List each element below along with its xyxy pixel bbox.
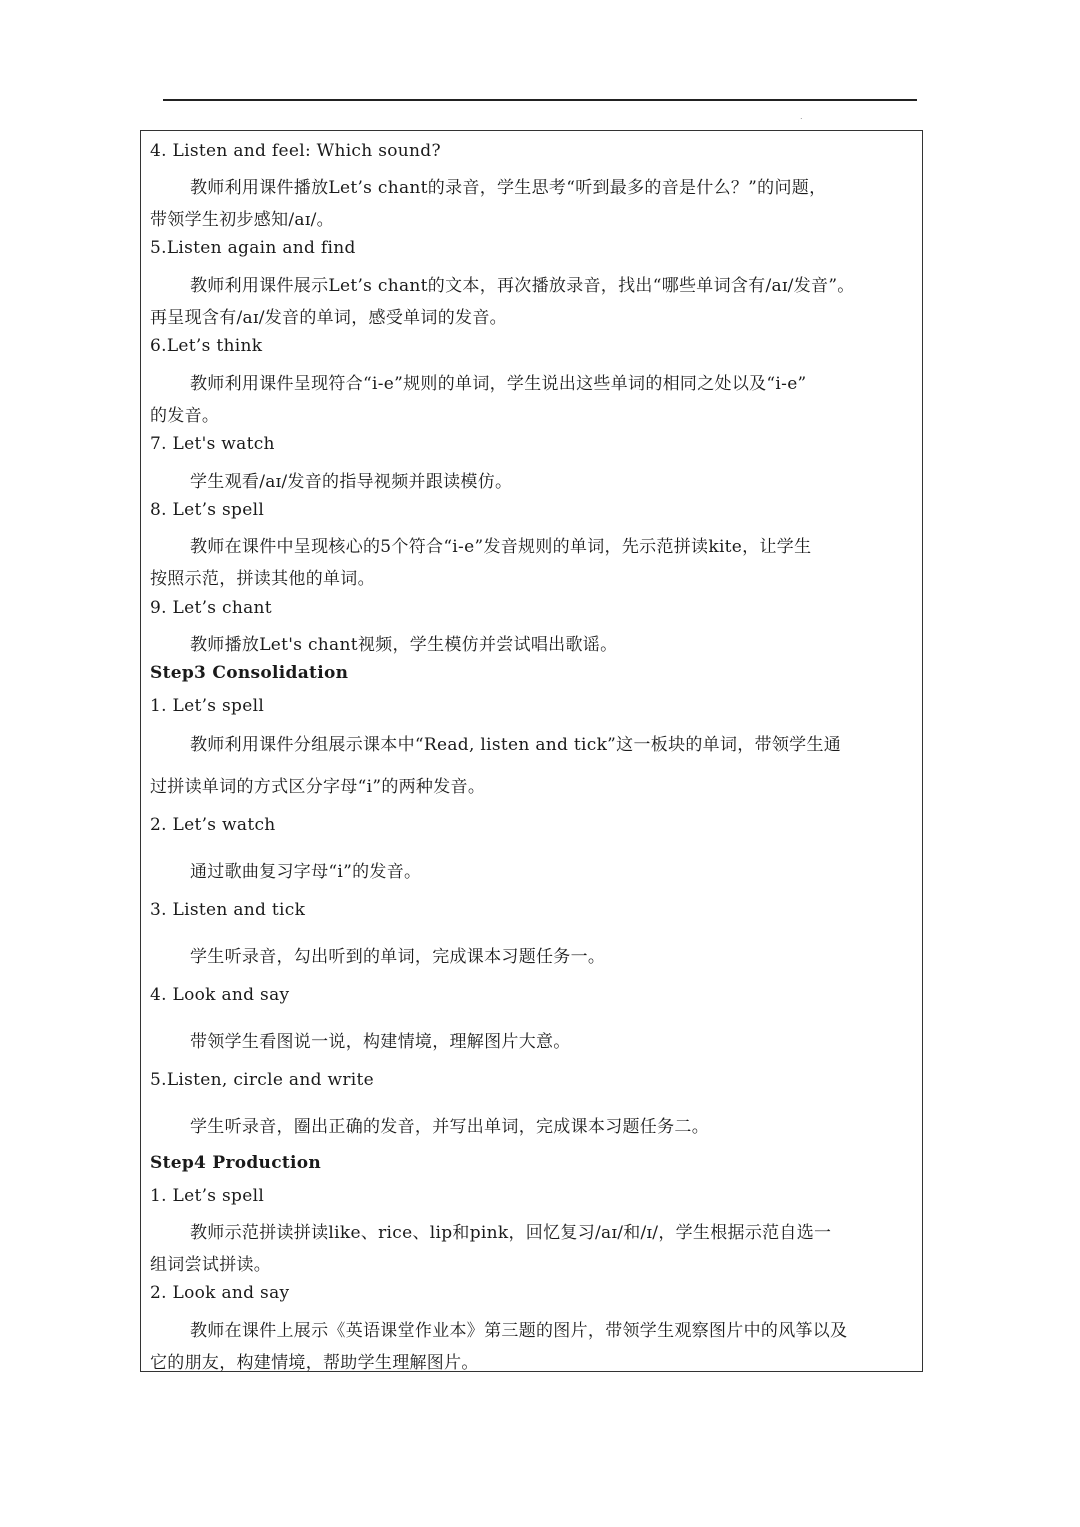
paragraph-line: 教师利用课件呈现符合“i-e”规则的单词，学生说出这些单词的相同之处以及“i-e”: [190, 374, 807, 394]
step-item-heading: 2. Look and say: [150, 1283, 290, 1303]
section-heading: Step3 Consolidation: [150, 663, 349, 683]
step-item-heading: 3. Listen and tick: [150, 900, 306, 920]
header-mark: .: [800, 112, 803, 121]
paragraph-line: 教师利用课件分组展示课本中“Read, listen and tick”这一板块的单词，带领学生通: [190, 735, 842, 755]
paragraph-line: 教师利用课件展示Let’s chant的文本，再次播放录音，找出“哪些单词含有/aɪ/发音”。: [190, 276, 855, 296]
step-item-heading: 2. Let’s watch: [150, 815, 276, 835]
paragraph-line: 教师利用课件播放Let’s chant的录音，学生思考“听到最多的音是什么？”的问题，: [190, 178, 827, 198]
paragraph-line: 通过歌曲复习字母“i”的发音。: [190, 862, 422, 882]
paragraph-line: 教师在课件中呈现核心的5个符合“i-e”发音规则的单词，先示范拼读kite，让学生: [190, 537, 812, 557]
paragraph-line: 它的朋友，构建情境，帮助学生理解图片。: [150, 1353, 479, 1373]
step-item-heading: 1. Let’s spell: [150, 696, 265, 716]
paragraph-line: 过拼读单词的方式区分字母“i”的两种发音。: [150, 777, 486, 797]
step-item-heading: 4. Listen and feel: Which sound?: [150, 141, 441, 161]
paragraph-line: 组词尝试拼读。: [150, 1255, 272, 1275]
paragraph-line: 带领学生初步感知/aɪ/。: [150, 210, 334, 230]
step-item-heading: 7. Let's watch: [150, 434, 275, 454]
step-item-heading: 6.Let’s think: [150, 336, 263, 356]
header-rule: [163, 99, 917, 101]
step-item-heading: 5.Listen, circle and write: [150, 1070, 375, 1090]
paragraph-line: 教师示范拼读拼读like、rice、lip和pink，回忆复习/aɪ/和/ɪ/，学生根据示范自选一: [190, 1223, 832, 1243]
step-item-heading: 4. Look and say: [150, 985, 290, 1005]
step-item-heading: 9. Let’s chant: [150, 598, 272, 618]
section-heading: Step4 Production: [150, 1153, 322, 1173]
paragraph-line: 学生观看/aɪ/发音的指导视频并跟读模仿。: [190, 472, 513, 492]
paragraph-line: 学生听录音，勾出听到的单词，完成课本习题任务一。: [190, 947, 606, 967]
paragraph-line: 教师播放Let's chant视频，学生模仿并尝试唱出歌谣。: [190, 635, 618, 655]
paragraph-line: 的发音。: [150, 406, 220, 426]
step-item-heading: 5.Listen again and find: [150, 238, 356, 258]
paragraph-line: 学生听录音，圈出正确的发音，并写出单词，完成课本习题任务二。: [190, 1117, 709, 1137]
step-item-heading: 1. Let’s spell: [150, 1186, 265, 1206]
step-item-heading: 8. Let’s spell: [150, 500, 265, 520]
paragraph-line: 按照示范，拼读其他的单词。: [150, 569, 375, 589]
paragraph-line: 教师在课件上展示《英语课堂作业本》第三题的图片，带领学生观察图片中的风筝以及: [190, 1321, 848, 1341]
paragraph-line: 再呈现含有/aɪ/发音的单词，感受单词的发音。: [150, 308, 507, 328]
paragraph-line: 带领学生看图说一说，构建情境，理解图片大意。: [190, 1032, 571, 1052]
